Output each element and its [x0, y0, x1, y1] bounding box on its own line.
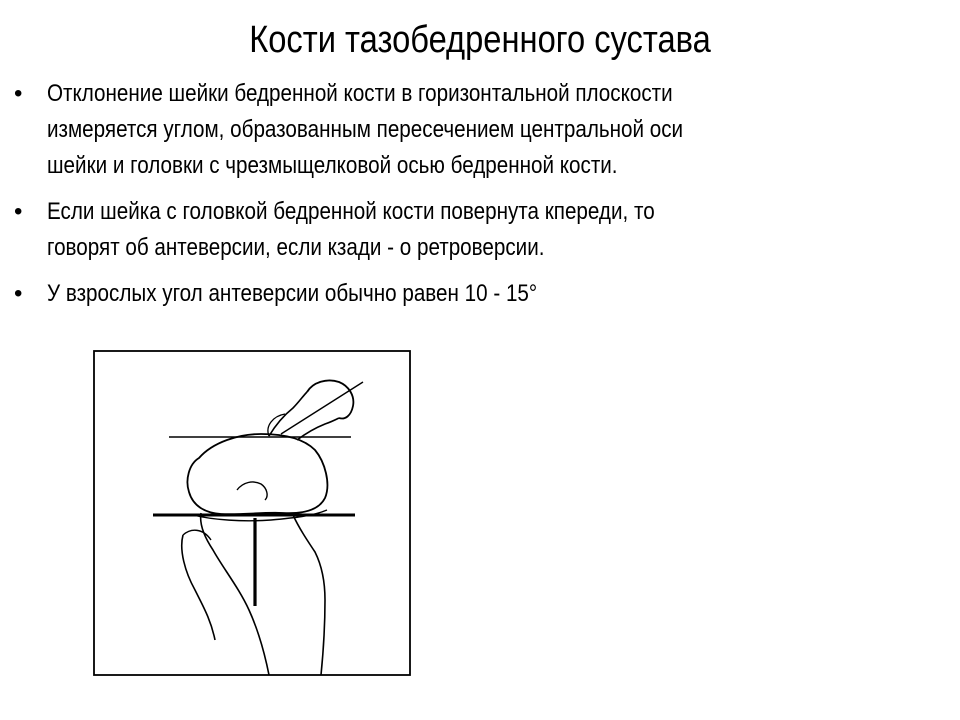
- bullet-line: Отклонение шейки бедренной кости в горизонтальной плоскости: [47, 80, 673, 107]
- femur-anteversion-figure: [93, 350, 413, 677]
- slide-title: Кости тазобедренного сустава: [249, 19, 711, 61]
- bullet-line: У взрослых угол антеверсии обычно равен 10 - 15°: [47, 280, 538, 307]
- intercondylar-notch: [237, 482, 267, 500]
- bullet-item: [14, 276, 954, 312]
- fibula-outline: [182, 535, 215, 640]
- bullet-line: измеряется углом, образованным пересечением центральной оси: [47, 116, 684, 143]
- bullet-item: [14, 194, 954, 266]
- femur-anteversion-drawing: [93, 350, 413, 677]
- bullet-marker: •: [14, 198, 23, 225]
- bullet-list: [14, 76, 954, 322]
- femoral-condyles: [187, 434, 327, 514]
- bullet-line: говорят об антеверсии, если кзади - о ретроверсии.: [47, 234, 545, 261]
- bullet-marker: •: [14, 280, 23, 307]
- bullet-marker: •: [14, 80, 23, 107]
- bullet-item: [14, 76, 954, 184]
- bullet-line: Если шейка с головкой бедренной кости повернута кпереди, то: [47, 198, 655, 225]
- tibia-outline: [201, 513, 269, 675]
- tibia-outline: [293, 515, 325, 675]
- bullet-line: шейки и головки с чрезмыщелковой осью бедренной кости.: [47, 152, 618, 179]
